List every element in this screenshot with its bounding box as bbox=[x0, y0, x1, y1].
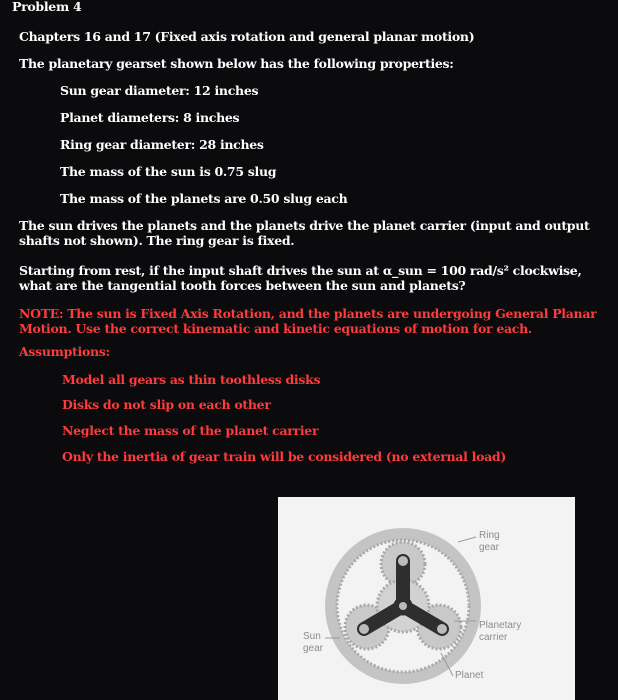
planetary-carrier-label-line1: Planetary bbox=[479, 620, 522, 631]
ring-gear-label-line1: Ring bbox=[479, 530, 500, 541]
planetary-gearset-figure bbox=[278, 497, 575, 700]
assumption-no-slip: Disks do not slip on each other bbox=[62, 397, 271, 412]
description-text: The sun drives the planets and the planets drive the planet carrier (input and output shafts not shown). The ring gear is fixed. bbox=[19, 218, 590, 248]
assumption-inertia-only: Only the inertia of gear train will be considered (no external load) bbox=[62, 449, 506, 464]
question-text: Starting from rest, if the input shaft drives the sun at α_sun = 100 rad/s² clockwise, what are the tangential tooth forces between the sun and planets? bbox=[19, 263, 582, 293]
sun-gear-label bbox=[303, 631, 323, 655]
note-text: NOTE: The sun is Fixed Axis Rotation, and the planets are undergoing General Planar Motion. Use the correct kinematic and kinetic equations of motion for each. bbox=[19, 306, 597, 336]
property-sun-diameter: Sun gear diameter: 12 inches bbox=[60, 83, 259, 98]
property-planet-mass: The mass of the planets are 0.50 slug each bbox=[60, 191, 348, 206]
chapter-heading: Chapters 16 and 17 (Fixed axis rotation and general planar motion) bbox=[19, 29, 475, 44]
problem-title: Problem 4 bbox=[12, 0, 82, 14]
property-sun-mass: The mass of the sun is 0.75 slug bbox=[60, 164, 277, 179]
assumption-thin-disks: Model all gears as thin toothless disks bbox=[62, 372, 321, 387]
planet-label: Planet bbox=[455, 670, 484, 681]
assumptions-heading: Assumptions: bbox=[19, 344, 110, 359]
intro-text: The planetary gearset shown below has the following properties: bbox=[19, 56, 454, 71]
ring-gear-label bbox=[479, 530, 500, 554]
sun-gear-label-line2: gear bbox=[303, 643, 324, 654]
ring-gear-label-line2: gear bbox=[479, 542, 500, 553]
sun-gear-label-line1: Sun bbox=[303, 631, 321, 642]
assumption-carrier-mass: Neglect the mass of the planet carrier bbox=[62, 423, 319, 438]
planetary-carrier-label-line2: carrier bbox=[479, 632, 508, 643]
planetary-carrier-label bbox=[479, 620, 521, 644]
property-planet-diameter: Planet diameters: 8 inches bbox=[60, 110, 240, 125]
property-ring-diameter: Ring gear diameter: 28 inches bbox=[60, 137, 264, 152]
gearset-drawing bbox=[278, 497, 575, 700]
